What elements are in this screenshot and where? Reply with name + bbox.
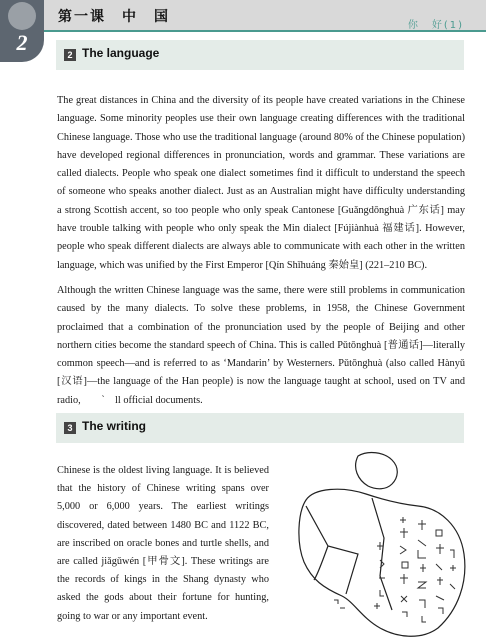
page-tab-circle [8,2,36,30]
section-number: 2 [64,49,76,61]
section-heading-language [56,40,464,70]
language-paragraph-2: Although the written Chinese language was the same, there were still problems in communication caused by the many dialects. To solve these problems, in 1958, the Chinese Government proclaimed that a combination of the pronunciation used by the people of Beijing and other northern cities become the standard speech of China. This is called Pǔtōnghuà [普通话]—literally common speech—and is referred to as ‘Mandarin’ by Westerners. Pǔtōnghuà (also called Hànyǔ [汉语]—the language of the Han people) is now the language taught at school, used on TV and radio, ` ll official documents. [57,285,465,406]
lesson-subtitle: 你 好(1) [407,20,464,31]
page-tab [0,0,44,62]
section-number: 3 [64,422,76,434]
writing-paragraph-1: Chinese is the oldest living language. It is believed that the history of Chinese writing spans over 5,000 or 6,000 years. The earliest writings discovered, dated between 1480 BC and 1122 BC, are inscribed on oracle bones and turtle shells, and are called jiǎgǔwén [甲骨文]. These writings are the records of kings in the Shang dynasty who asked the gods about their fortune for hunting, going to war or any important event. [57,465,269,622]
section-heading-writing [56,413,464,443]
oracle-bone-illustration [288,450,468,640]
lesson-title: 第一课 中 国 [58,9,170,25]
page-number: 2 [16,30,28,55]
section-title: The writing [82,419,146,433]
language-paragraph-1: The great distances in China and the diversity of its people have created variations in the Chinese language. Some minority peoples use their own language creating differences with the traditional Chinese language. Those who use the traditional language (around 80% of the Chinese population) have developed regional differences in pronunciation, words and grammar. These variations are called dialects. People who speak one dialect sometimes find it difficult to understand the speech of someone who speaks another dialect. Just as an Australian might have difficulty understanding a strong Scottish accent, so too people who only speak Cantonese [Guǎngdōnghuà 广东话] may have trouble talking with people who only speak the Min dialect [Fújiànhuà 福建话]. However, people who speak different dialects are always able to communicate with each other in the written language, which was unified by the First Emperor [Qín Shǐhuáng 秦始皇] (221–210 BC). [57,95,465,271]
section-title: The language [82,46,160,60]
